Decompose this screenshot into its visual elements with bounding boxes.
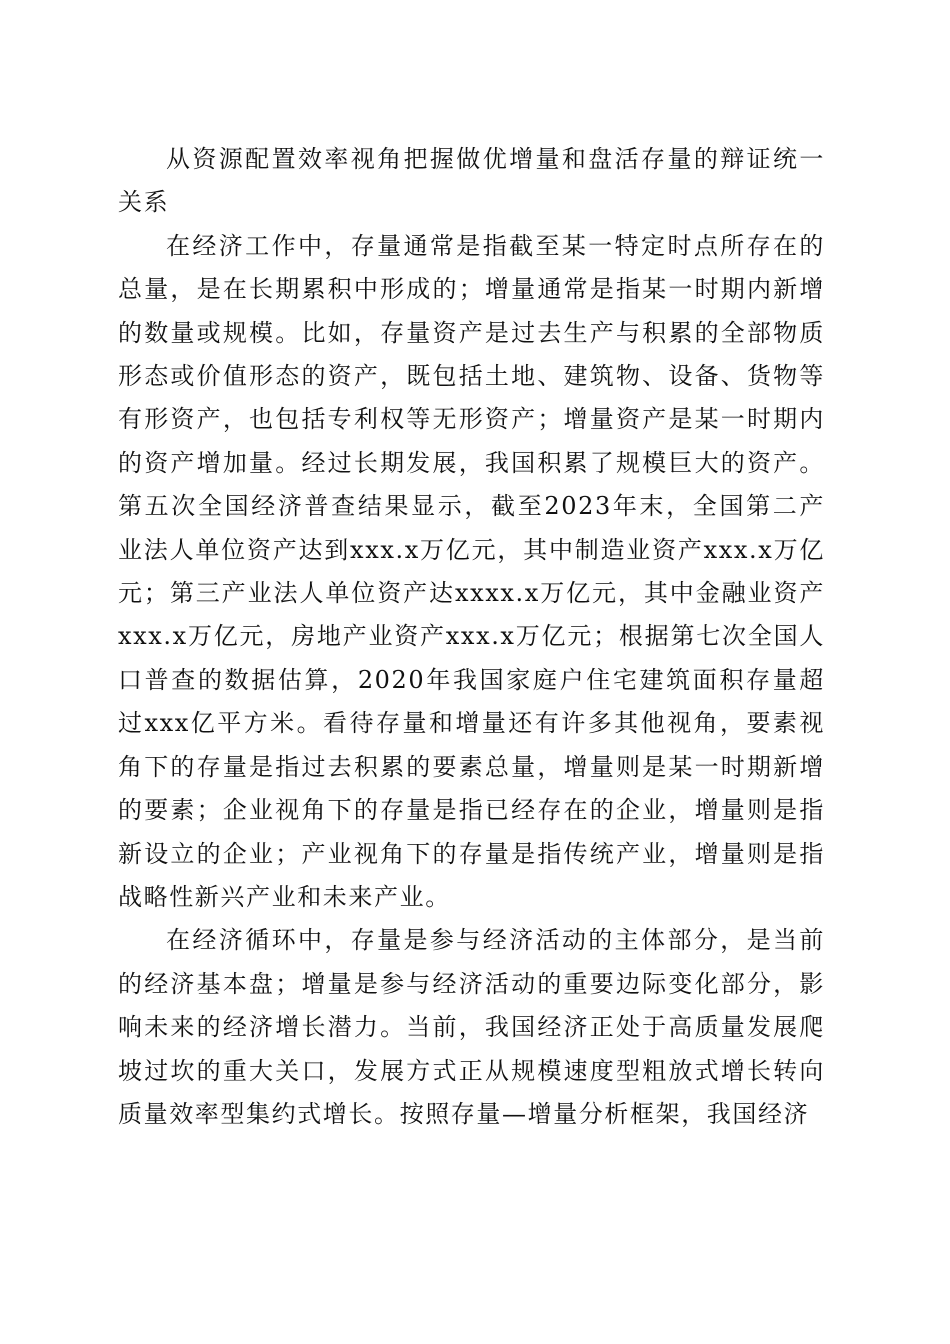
section-heading: 从资源配置效率视角把握做优增量和盘活存量的辩证统一关系 [118,145,825,217]
paragraph-stock-increment-definition: 在经济工作中，存量通常是指截至某一特定时点所存在的总量，是在长期累积中形成的；增量通常是指某一时期内新增的数量或规模。比如，存量资产是过去生产与积累的全部物质形态或价值形态的资产，既包括土地、建筑物、设备、货物等有形资产，也包括专利权等无形资产；增量资产是某一时期内的资产增加量。经过长期发展，我国积累了规模巨大的资产。第五次全国经济普查结果显示，截至2023年末，全国第二产业法人单位资产达到xxx.x万亿元，其中制造业资产xxx.x万亿元；第三产业法人单位资产达xxxx.x万亿元，其中金融业资产xxx.x万亿元，房地产业资产xxx.x万亿元；根据第七次全国人口普查的数据估算，2020年我国家庭户住宅建筑面积存量超过xxx亿平方米。看待存量和增量还有许多其他视角，要素视角下的存量是指过去积累的要素总量，增量则是某一时期新增的要素；企业视角下的存量是指已经存在的企业，增量则是指新设立的企业；产业视角下的存量是指传统产业，增量则是指战略性新兴产业和未来产业。 [118,231,825,911]
document-body [118,138,825,1136]
paragraph-economic-cycle: 在经济循环中，存量是参与经济活动的主体部分，是当前的经济基本盘；增量是参与经济活动的重要边际变化部分，影响未来的经济增长潜力。当前，我国经济正处于高质量发展爬坡过坎的重大关口，发展方式正从规模速度型粗放式增长转向质量效率型集约式增长。按照存量—增量分析框架，我国经济 [118,926,825,1128]
